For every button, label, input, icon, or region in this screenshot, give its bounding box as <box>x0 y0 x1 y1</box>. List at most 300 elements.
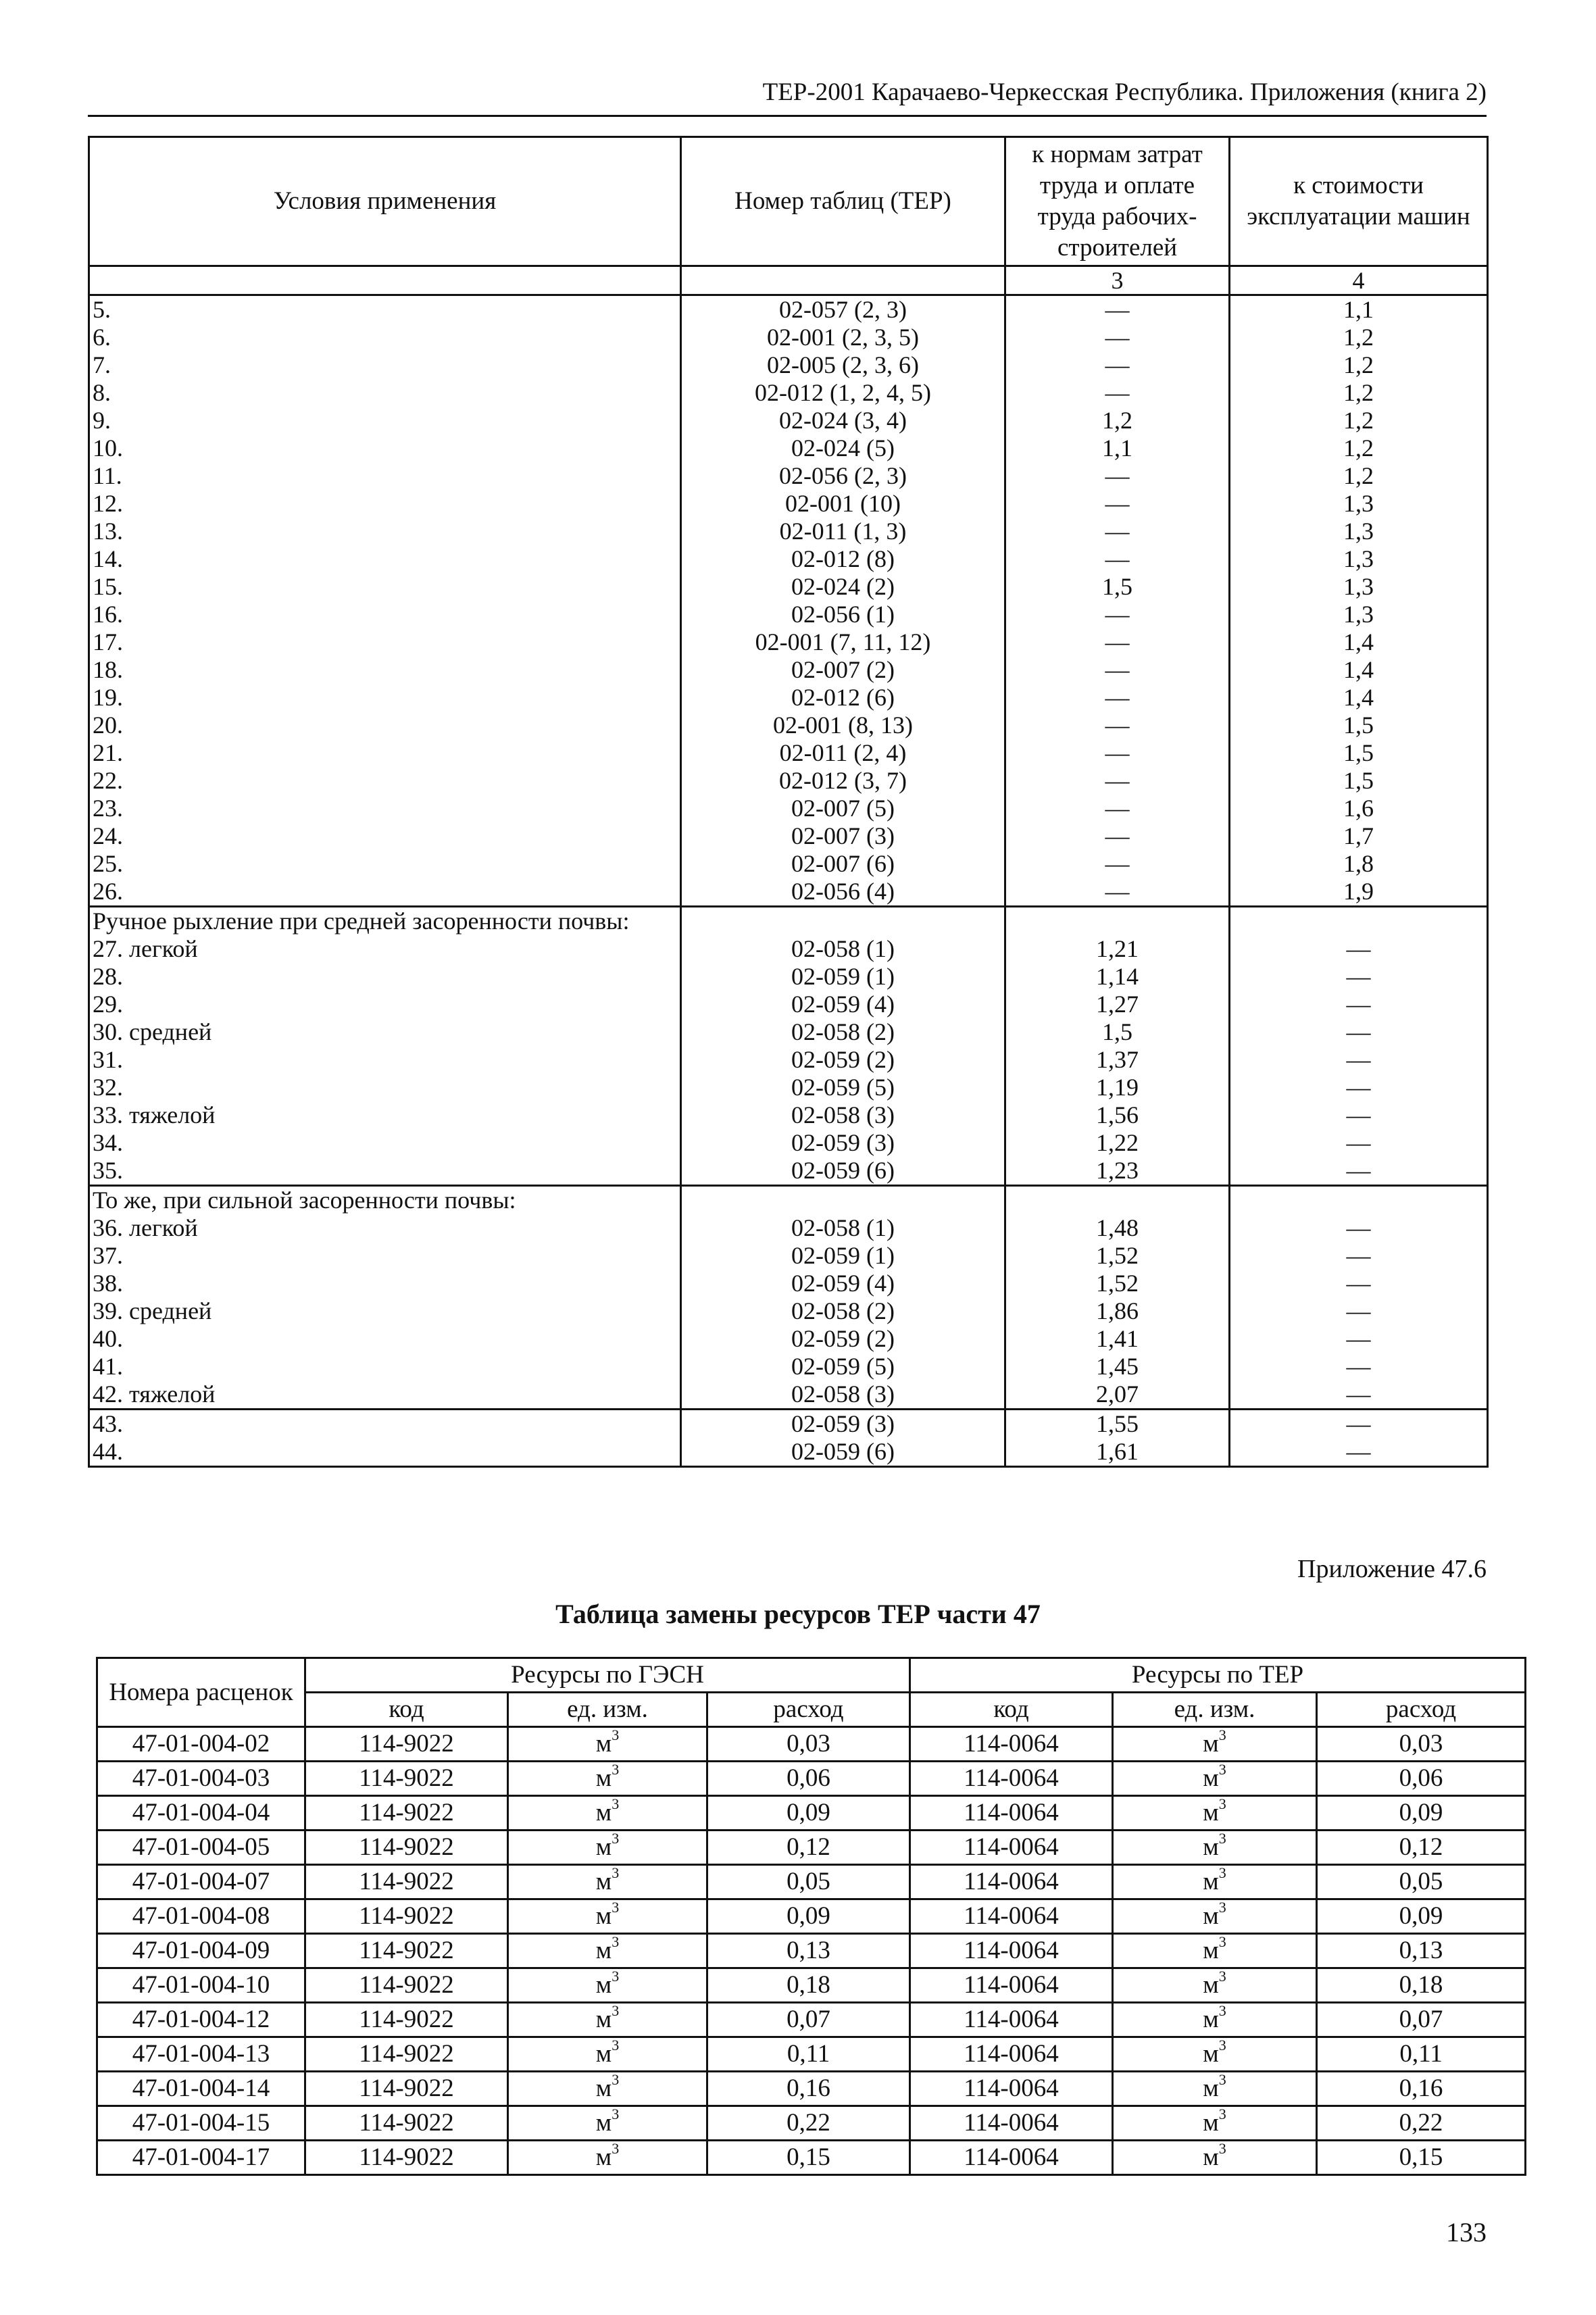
unit-text: м <box>1203 1937 1219 1964</box>
machine-coefficient-cell: 1,2 <box>1230 434 1488 462</box>
ter-code-cell: 114-0064 <box>910 1934 1113 1968</box>
condition-cell: 37. <box>89 1242 681 1270</box>
ter-code-cell: 114-0064 <box>910 2072 1113 2106</box>
labor-coefficient-cell: 1,14 <box>1005 963 1230 991</box>
ter-consumption-cell: 0,18 <box>1317 1968 1526 2003</box>
table-row <box>97 1865 1526 1899</box>
gesn-unit-cell <box>508 1968 707 2003</box>
table-header-row <box>89 137 1488 266</box>
labor-coefficient-cell: 1,52 <box>1005 1242 1230 1270</box>
condition-cell: 30. средней <box>89 1018 681 1046</box>
table-row <box>89 1074 1488 1101</box>
gesn-code-cell: 114-9022 <box>305 2037 508 2072</box>
ter-consumption-cell: 0,09 <box>1317 1899 1526 1934</box>
table-number-cell: 02-001 (2, 3, 5) <box>681 324 1005 351</box>
gesn-unit-cell <box>508 2003 707 2037</box>
unit-exponent: 3 <box>612 2037 620 2053</box>
labor-coefficient-cell: 2,07 <box>1005 1380 1230 1410</box>
table-number-cell: 02-011 (1, 3) <box>681 518 1005 545</box>
condition-cell: 38. <box>89 1270 681 1297</box>
machine-coefficient-cell: 1,4 <box>1230 684 1488 712</box>
ter-unit-cell <box>1113 2106 1317 2141</box>
section-heading-row <box>89 907 1488 936</box>
table-row <box>89 573 1488 601</box>
header-gesn-unit: ед. изм. <box>508 1693 707 1727</box>
labor-coefficient-cell: — <box>1005 878 1230 907</box>
table-number-cell: 02-024 (5) <box>681 434 1005 462</box>
rate-number-cell: 47-01-004-07 <box>97 1865 305 1899</box>
labor-coefficient-cell: 1,52 <box>1005 1270 1230 1297</box>
condition-cell: 14. <box>89 545 681 573</box>
condition-cell: 36. легкой <box>89 1214 681 1242</box>
empty-cell <box>1005 907 1230 936</box>
gesn-consumption-cell: 0,16 <box>707 2072 910 2106</box>
table-row <box>97 2003 1526 2037</box>
table-number-cell: 02-056 (1) <box>681 601 1005 628</box>
machine-coefficient-cell: 1,2 <box>1230 379 1488 407</box>
header-rate-numbers: Номера расценок <box>97 1658 305 1727</box>
labor-coefficient-cell: 1,55 <box>1005 1410 1230 1439</box>
table-number-cell: 02-056 (2, 3) <box>681 462 1005 490</box>
table-row <box>89 1325 1488 1353</box>
unit-text: м <box>595 1764 612 1792</box>
unit-text: м <box>595 1902 612 1930</box>
header-ter-resources: Ресурсы по ТЕР <box>910 1658 1526 1693</box>
labor-coefficient-cell: 1,21 <box>1005 935 1230 963</box>
unit-exponent: 3 <box>612 2071 620 2088</box>
labor-coefficient-cell: 1,22 <box>1005 1129 1230 1157</box>
table-row <box>89 1410 1488 1439</box>
empty-cell <box>681 907 1005 936</box>
table-number-cell: 02-001 (10) <box>681 490 1005 518</box>
table-number-cell: 02-058 (2) <box>681 1297 1005 1325</box>
ter-consumption-cell: 0,12 <box>1317 1831 1526 1865</box>
machine-coefficient-cell: — <box>1230 1074 1488 1101</box>
unit-text: м <box>595 2006 612 2033</box>
column-number: 4 <box>1230 266 1488 295</box>
table-row <box>89 795 1488 822</box>
labor-coefficient-cell: — <box>1005 628 1230 656</box>
labor-coefficient-cell: 1,48 <box>1005 1214 1230 1242</box>
ter-consumption-cell: 0,06 <box>1317 1762 1526 1796</box>
unit-text: м <box>595 1971 612 1999</box>
rate-number-cell: 47-01-004-10 <box>97 1968 305 2003</box>
gesn-code-cell: 114-9022 <box>305 1968 508 2003</box>
table-row <box>89 850 1488 878</box>
machine-coefficient-cell: — <box>1230 1214 1488 1242</box>
table-row <box>97 2106 1526 2141</box>
table-number-cell: 02-059 (3) <box>681 1410 1005 1439</box>
condition-cell: 28. <box>89 963 681 991</box>
gesn-unit-cell <box>508 2141 707 2175</box>
machine-coefficient-cell: 1,6 <box>1230 795 1488 822</box>
machine-coefficient-cell: — <box>1230 1325 1488 1353</box>
table-row <box>89 1129 1488 1157</box>
table-number-cell: 02-058 (1) <box>681 935 1005 963</box>
table-row <box>97 1899 1526 1934</box>
gesn-code-cell: 114-9022 <box>305 1796 508 1831</box>
section-heading: Ручное рыхление при средней засоренности почвы: <box>89 907 681 936</box>
condition-cell: 8. <box>89 379 681 407</box>
table-number-cell: 02-001 (8, 13) <box>681 712 1005 739</box>
rate-number-cell: 47-01-004-05 <box>97 1831 305 1865</box>
unit-exponent: 3 <box>1218 1830 1226 1847</box>
labor-coefficient-cell: — <box>1005 712 1230 739</box>
labor-coefficient-cell: — <box>1005 656 1230 684</box>
condition-cell: 43. <box>89 1410 681 1439</box>
table-row <box>89 545 1488 573</box>
labor-coefficient-cell: 1,23 <box>1005 1157 1230 1186</box>
machine-coefficient-cell: — <box>1230 1101 1488 1129</box>
page-header <box>88 76 1487 117</box>
ter-code-cell: 114-0064 <box>910 1865 1113 1899</box>
gesn-code-cell: 114-9022 <box>305 1727 508 1762</box>
table-number-cell: 02-059 (6) <box>681 1438 1005 1467</box>
table-number-cell: 02-059 (3) <box>681 1129 1005 1157</box>
machine-coefficient-cell: 1,3 <box>1230 545 1488 573</box>
header-gesn-consumption: расход <box>707 1693 910 1727</box>
unit-exponent: 3 <box>1218 1761 1226 1778</box>
machine-coefficient-cell: 1,2 <box>1230 351 1488 379</box>
ter-code-cell: 114-0064 <box>910 2037 1113 2072</box>
condition-cell: 26. <box>89 878 681 907</box>
unit-text: м <box>595 1799 612 1826</box>
gesn-unit-cell <box>508 1831 707 1865</box>
table-row <box>89 1157 1488 1186</box>
labor-coefficient-cell: 1,56 <box>1005 1101 1230 1129</box>
header-ter-code: код <box>910 1693 1113 1727</box>
resource-table-title: Таблица замены ресурсов ТЕР части 47 <box>555 1599 1041 1629</box>
table-row <box>97 1968 1526 2003</box>
gesn-consumption-cell: 0,09 <box>707 1899 910 1934</box>
table-number-cell: 02-059 (4) <box>681 991 1005 1018</box>
machine-coefficient-cell: 1,3 <box>1230 601 1488 628</box>
table-row <box>89 1046 1488 1074</box>
table-row <box>89 1353 1488 1380</box>
table-row <box>89 712 1488 739</box>
empty-cell <box>681 1186 1005 1215</box>
machine-coefficient-cell: 1,5 <box>1230 712 1488 739</box>
machine-coefficient-cell: — <box>1230 1157 1488 1186</box>
unit-exponent: 3 <box>1218 1933 1226 1950</box>
unit-exponent: 3 <box>612 1899 620 1916</box>
gesn-code-cell: 114-9022 <box>305 2003 508 2037</box>
header-labor: к нормам затрат труда и оплате труда рабочих-строителей <box>1005 137 1230 266</box>
gesn-consumption-cell: 0,03 <box>707 1727 910 1762</box>
rate-number-cell: 47-01-004-13 <box>97 2037 305 2072</box>
machine-coefficient-cell: — <box>1230 935 1488 963</box>
machine-coefficient-cell: — <box>1230 1297 1488 1325</box>
unit-exponent: 3 <box>612 1864 620 1881</box>
section-heading-row <box>89 1186 1488 1215</box>
labor-coefficient-cell: 1,27 <box>1005 991 1230 1018</box>
unit-text: м <box>595 2109 612 2137</box>
unit-text: м <box>1203 2006 1219 2033</box>
condition-cell: 23. <box>89 795 681 822</box>
table-row <box>89 1242 1488 1270</box>
table-row <box>89 935 1488 963</box>
header-ter-unit: ед. изм. <box>1113 1693 1317 1727</box>
machine-coefficient-cell: 1,5 <box>1230 767 1488 795</box>
machine-coefficient-cell: — <box>1230 1046 1488 1074</box>
ter-unit-cell <box>1113 2003 1317 2037</box>
table-number-cell: 02-057 (2, 3) <box>681 295 1005 324</box>
gesn-code-cell: 114-9022 <box>305 2106 508 2141</box>
unit-exponent: 3 <box>1218 1968 1226 1985</box>
table-subheader-row <box>97 1693 1526 1727</box>
column-number-row <box>89 266 1488 295</box>
table-number-cell: 02-059 (2) <box>681 1046 1005 1074</box>
table-row <box>89 1270 1488 1297</box>
condition-cell: 25. <box>89 850 681 878</box>
condition-cell: 6. <box>89 324 681 351</box>
table-number-cell: 02-007 (3) <box>681 822 1005 850</box>
machine-coefficient-cell: 1,3 <box>1230 573 1488 601</box>
table-number-cell: 02-058 (3) <box>681 1101 1005 1129</box>
labor-coefficient-cell: 1,1 <box>1005 434 1230 462</box>
empty-cell <box>1005 1186 1230 1215</box>
machine-coefficient-cell: 1,2 <box>1230 407 1488 434</box>
condition-cell: 21. <box>89 739 681 767</box>
table-number-cell: 02-011 (2, 4) <box>681 739 1005 767</box>
table-row <box>89 379 1488 407</box>
table-row <box>89 822 1488 850</box>
labor-coefficient-cell: — <box>1005 379 1230 407</box>
table-number-cell: 02-059 (1) <box>681 1242 1005 1270</box>
labor-coefficient-cell: — <box>1005 351 1230 379</box>
condition-cell: 22. <box>89 767 681 795</box>
table-row <box>89 1101 1488 1129</box>
table-row <box>89 1297 1488 1325</box>
header-ter-consumption: расход <box>1317 1693 1526 1727</box>
gesn-consumption-cell: 0,06 <box>707 1762 910 1796</box>
condition-cell: 29. <box>89 991 681 1018</box>
condition-cell: 12. <box>89 490 681 518</box>
ter-unit-cell <box>1113 1727 1317 1762</box>
unit-text: м <box>1203 1971 1219 1999</box>
ter-unit-cell <box>1113 1796 1317 1831</box>
gesn-consumption-cell: 0,11 <box>707 2037 910 2072</box>
gesn-unit-cell <box>508 1796 707 1831</box>
unit-text: м <box>1203 1730 1219 1758</box>
machine-coefficient-cell: — <box>1230 1018 1488 1046</box>
unit-text: м <box>1203 1764 1219 1792</box>
unit-exponent: 3 <box>612 1933 620 1950</box>
labor-coefficient-cell: 1,61 <box>1005 1438 1230 1467</box>
table-row <box>89 434 1488 462</box>
header-gesn-code: код <box>305 1693 508 1727</box>
machine-coefficient-cell: 1,4 <box>1230 628 1488 656</box>
table-row <box>97 1762 1526 1796</box>
gesn-consumption-cell: 0,07 <box>707 2003 910 2037</box>
empty-cell <box>1230 907 1488 936</box>
unit-text: м <box>595 1730 612 1758</box>
gesn-consumption-cell: 0,15 <box>707 2141 910 2175</box>
page-header-text: ТЕР-2001 Карачаево-Черкесская Республика. Приложения (книга 2) <box>762 78 1487 106</box>
table-row <box>89 991 1488 1018</box>
ter-code-cell: 114-0064 <box>910 2003 1113 2037</box>
machine-coefficient-cell: — <box>1230 1438 1488 1467</box>
unit-text: м <box>1203 1902 1219 1930</box>
machine-coefficient-cell: 1,2 <box>1230 324 1488 351</box>
labor-coefficient-cell: — <box>1005 822 1230 850</box>
ter-unit-cell <box>1113 1968 1317 2003</box>
labor-coefficient-cell: — <box>1005 490 1230 518</box>
coefficients-table <box>88 136 1489 1468</box>
table-number-cell: 02-058 (3) <box>681 1380 1005 1410</box>
rate-number-cell: 47-01-004-15 <box>97 2106 305 2141</box>
ter-consumption-cell: 0,07 <box>1317 2003 1526 2037</box>
unit-text: м <box>1203 2040 1219 2068</box>
condition-cell: 13. <box>89 518 681 545</box>
ter-consumption-cell: 0,09 <box>1317 1796 1526 1831</box>
labor-coefficient-cell: — <box>1005 684 1230 712</box>
table-number-cell: 02-056 (4) <box>681 878 1005 907</box>
table-row <box>89 324 1488 351</box>
unit-text: м <box>595 1937 612 1964</box>
machine-coefficient-cell: — <box>1230 1270 1488 1297</box>
table-number-cell: 02-058 (1) <box>681 1214 1005 1242</box>
section-heading: То же, при сильной засоренности почвы: <box>89 1186 681 1215</box>
gesn-consumption-cell: 0,18 <box>707 1968 910 2003</box>
unit-text: м <box>1203 2109 1219 2137</box>
unit-exponent: 3 <box>612 2106 620 2122</box>
table-row <box>97 1934 1526 1968</box>
labor-coefficient-cell: — <box>1005 601 1230 628</box>
ter-code-cell: 114-0064 <box>910 1831 1113 1865</box>
condition-cell: 42. тяжелой <box>89 1380 681 1410</box>
ter-code-cell: 114-0064 <box>910 1762 1113 1796</box>
machine-coefficient-cell: — <box>1230 1380 1488 1410</box>
gesn-unit-cell <box>508 1727 707 1762</box>
table-row <box>89 601 1488 628</box>
condition-cell: 20. <box>89 712 681 739</box>
appendix-label: Приложение 47.6 <box>1297 1555 1487 1583</box>
ter-code-cell: 114-0064 <box>910 1899 1113 1934</box>
unit-text: м <box>595 2040 612 2068</box>
condition-cell: 15. <box>89 573 681 601</box>
labor-coefficient-cell: — <box>1005 324 1230 351</box>
gesn-unit-cell <box>508 2037 707 2072</box>
ter-consumption-cell: 0,11 <box>1317 2037 1526 2072</box>
table-number-cell: 02-012 (6) <box>681 684 1005 712</box>
labor-coefficient-cell: 1,41 <box>1005 1325 1230 1353</box>
rate-number-cell: 47-01-004-14 <box>97 2072 305 2106</box>
ter-consumption-cell: 0,16 <box>1317 2072 1526 2106</box>
unit-exponent: 3 <box>1218 1795 1226 1812</box>
table-row <box>89 656 1488 684</box>
gesn-consumption-cell: 0,05 <box>707 1865 910 1899</box>
labor-coefficient-cell: 1,5 <box>1005 573 1230 601</box>
table-number-cell: 02-012 (3, 7) <box>681 767 1005 795</box>
rate-number-cell: 47-01-004-02 <box>97 1727 305 1762</box>
gesn-unit-cell <box>508 2106 707 2141</box>
resource-replacement-table <box>96 1657 1526 2176</box>
ter-unit-cell <box>1113 1934 1317 1968</box>
table-row <box>89 1018 1488 1046</box>
table-row <box>89 407 1488 434</box>
machine-coefficient-cell: — <box>1230 1353 1488 1380</box>
gesn-unit-cell <box>508 1934 707 1968</box>
condition-cell: 41. <box>89 1353 681 1380</box>
gesn-consumption-cell: 0,22 <box>707 2106 910 2141</box>
table-row <box>89 739 1488 767</box>
table-number-cell: 02-012 (1, 2, 4, 5) <box>681 379 1005 407</box>
unit-exponent: 3 <box>1218 1899 1226 1916</box>
unit-text: м <box>1203 1799 1219 1826</box>
condition-cell: 5. <box>89 295 681 324</box>
unit-text: м <box>595 2074 612 2102</box>
table-row <box>89 490 1488 518</box>
labor-coefficient-cell: 1,19 <box>1005 1074 1230 1101</box>
table-row <box>97 2141 1526 2175</box>
labor-coefficient-cell: — <box>1005 295 1230 324</box>
labor-coefficient-cell: — <box>1005 795 1230 822</box>
gesn-code-cell: 114-9022 <box>305 1762 508 1796</box>
condition-cell: 7. <box>89 351 681 379</box>
unit-text: м <box>1203 2074 1219 2102</box>
unit-text: м <box>1203 1833 1219 1861</box>
ter-unit-cell <box>1113 1865 1317 1899</box>
unit-exponent: 3 <box>612 1726 620 1743</box>
machine-coefficient-cell: — <box>1230 1242 1488 1270</box>
table-number-cell: 02-059 (5) <box>681 1353 1005 1380</box>
labor-coefficient-cell: — <box>1005 462 1230 490</box>
gesn-consumption-cell: 0,09 <box>707 1796 910 1831</box>
gesn-unit-cell <box>508 2072 707 2106</box>
table-number-cell: 02-007 (2) <box>681 656 1005 684</box>
unit-exponent: 3 <box>612 1830 620 1847</box>
labor-coefficient-cell: 1,5 <box>1005 1018 1230 1046</box>
gesn-unit-cell <box>508 1762 707 1796</box>
gesn-consumption-cell: 0,13 <box>707 1934 910 1968</box>
table-number-cell: 02-024 (3, 4) <box>681 407 1005 434</box>
table-number-cell: 02-007 (6) <box>681 850 1005 878</box>
ter-code-cell: 114-0064 <box>910 1968 1113 2003</box>
machine-coefficient-cell: 1,7 <box>1230 822 1488 850</box>
empty-cell <box>1230 1186 1488 1215</box>
unit-exponent: 3 <box>1218 1726 1226 1743</box>
condition-cell: 31. <box>89 1046 681 1074</box>
table-number-cell: 02-059 (6) <box>681 1157 1005 1186</box>
unit-exponent: 3 <box>1218 2140 1226 2157</box>
gesn-code-cell: 114-9022 <box>305 2141 508 2175</box>
table-row <box>89 628 1488 656</box>
labor-coefficient-cell: — <box>1005 545 1230 573</box>
labor-coefficient-cell: 1,37 <box>1005 1046 1230 1074</box>
ter-unit-cell <box>1113 2072 1317 2106</box>
ter-unit-cell <box>1113 1899 1317 1934</box>
table-row <box>89 1380 1488 1410</box>
machine-coefficient-cell: 1,2 <box>1230 462 1488 490</box>
unit-exponent: 3 <box>1218 1864 1226 1881</box>
ter-unit-cell <box>1113 1762 1317 1796</box>
unit-exponent: 3 <box>1218 2002 1226 2019</box>
table-row <box>89 1438 1488 1467</box>
rate-number-cell: 47-01-004-09 <box>97 1934 305 1968</box>
header-gesn-resources: Ресурсы по ГЭСН <box>305 1658 910 1693</box>
table-row <box>97 1831 1526 1865</box>
machine-coefficient-cell: 1,9 <box>1230 878 1488 907</box>
labor-coefficient-cell: — <box>1005 767 1230 795</box>
table-number-cell: 02-059 (5) <box>681 1074 1005 1101</box>
condition-cell: 17. <box>89 628 681 656</box>
ter-code-cell: 114-0064 <box>910 2141 1113 2175</box>
unit-exponent: 3 <box>612 1795 620 1812</box>
gesn-code-cell: 114-9022 <box>305 1899 508 1934</box>
table-number-cell: 02-059 (1) <box>681 963 1005 991</box>
condition-cell: 18. <box>89 656 681 684</box>
